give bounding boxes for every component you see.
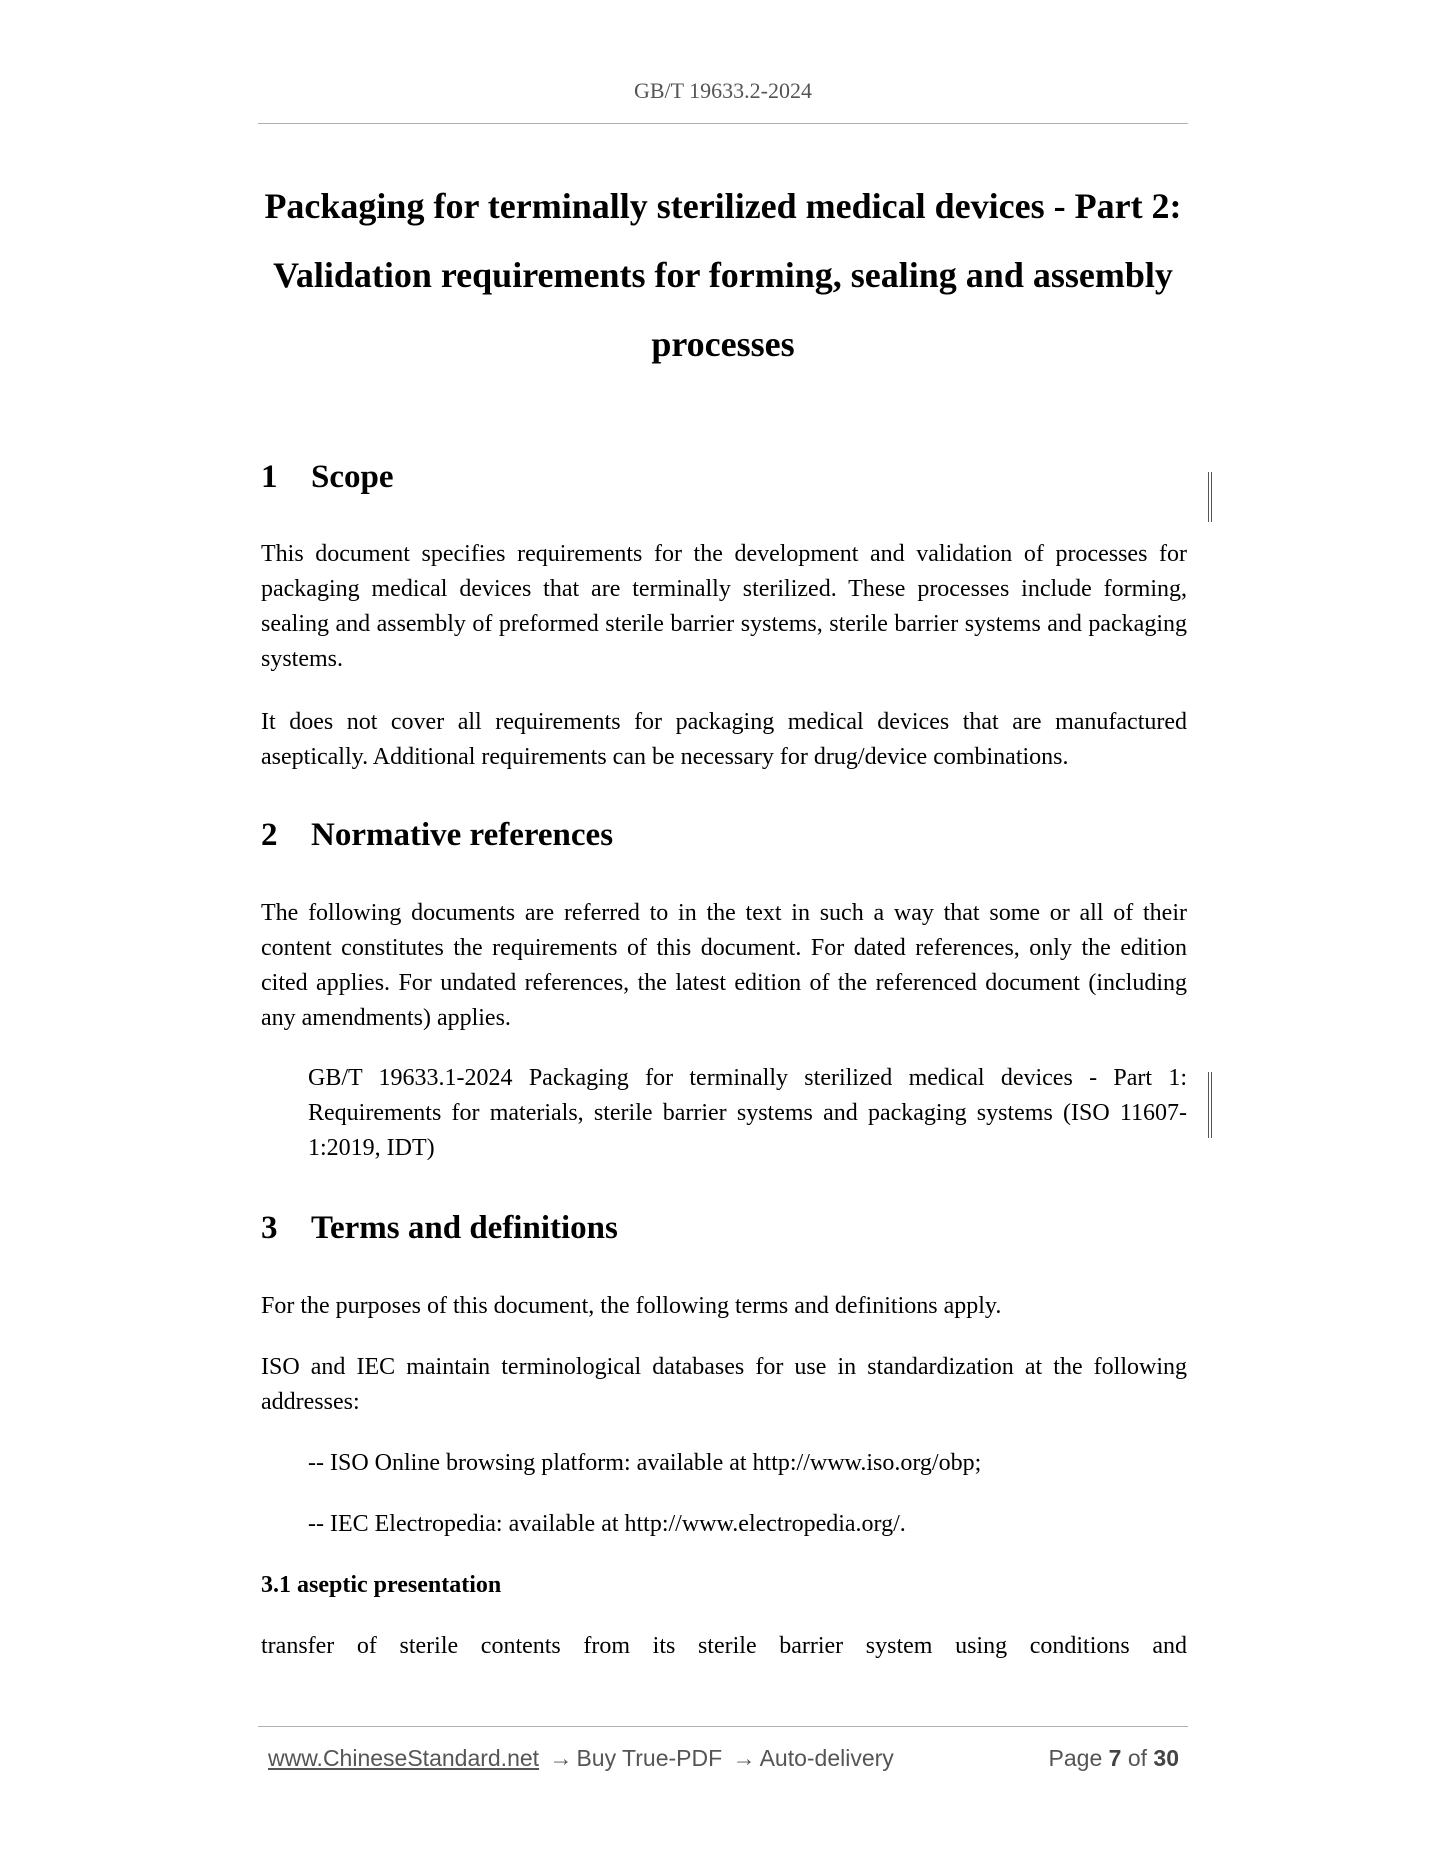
auto-delivery-text: Auto-delivery [759, 1745, 894, 1771]
chinesestandard-link[interactable]: www.ChineseStandard.net [268, 1745, 540, 1771]
normative-paragraph: The following documents are referred to in the text in such a way that some or all of their content constitutes the requirements of this document. For dated references, only the edition cited applies. For undated references, the latest edition of the referenced document (including any amendments) applies. [261, 900, 1187, 1031]
arrow-right-icon: → [732, 1745, 756, 1771]
footer-divider [258, 1726, 1188, 1727]
header-standard-code: GB/T 19633.2-2024 [633, 78, 813, 103]
arrow-right-icon: → [549, 1745, 573, 1771]
of-label: of [1127, 1745, 1148, 1771]
section-number: 3 [261, 1210, 278, 1246]
list-item-iso-obp: -- ISO Online browsing platform: available at http://www.iso.org/obp; [308, 1450, 982, 1476]
term-definition: transfer of sterile contents from its sterile barrier system using conditions and [261, 1633, 1187, 1659]
buy-true-pdf-text: Buy True-PDF [576, 1745, 723, 1771]
section-heading-terms-and-definitions [261, 1208, 618, 1248]
normative-reference-entry: GB/T 19633.1-2024 Packaging for terminally sterilized medical devices - Part 1: Requirements for materials, sterile barrier systems and packaging systems (ISO 11607-1:2019, IDT) [308, 1065, 1187, 1161]
scope-paragraph-2: It does not cover all requirements for packaging medical devices that are manufactured aseptically. Additional requirements can be necessary for drug/device combinations. [261, 709, 1187, 770]
section-number: 1 [261, 459, 278, 495]
section-title: Terms and definitions [311, 1210, 618, 1246]
change-bar [1208, 472, 1212, 522]
terms-paragraph-2: ISO and IEC maintain terminological databases for use in standardization at the following addresses: [261, 1354, 1187, 1415]
title-line: Packaging for terminally sterilized medical devices - Part 2: [264, 186, 1182, 226]
section-number: 2 [261, 817, 278, 853]
list-item-iec-electropedia: -- IEC Electropedia: available at http://www.electropedia.org/. [308, 1511, 906, 1537]
section-title: Scope [311, 459, 394, 495]
document-title [258, 172, 1188, 379]
page-indicator [1049, 1745, 1179, 1772]
terms-paragraph-1: For the purposes of this document, the following terms and definitions apply. [261, 1293, 1002, 1319]
page-current: 7 [1108, 1745, 1122, 1771]
footer-links [268, 1745, 894, 1772]
term-heading: 3.1 aseptic presentation [261, 1572, 502, 1598]
change-bar [1208, 1072, 1212, 1138]
title-line: Validation requirements for forming, sealing and assembly [273, 255, 1173, 295]
page-label: Page [1048, 1745, 1103, 1771]
section-heading-normative-references [261, 815, 613, 855]
section-heading-scope [261, 457, 394, 497]
title-line: processes [651, 324, 795, 364]
section-title: Normative references [311, 817, 614, 853]
header-divider [258, 123, 1188, 124]
scope-paragraph-1: This document specifies requirements for the development and validation of processes for packaging medical devices that are terminally sterilized. These processes include forming, sealing and assembly of preformed sterile barrier systems, sterile barrier systems and packaging systems. [261, 541, 1187, 672]
page-total: 30 [1153, 1745, 1179, 1771]
